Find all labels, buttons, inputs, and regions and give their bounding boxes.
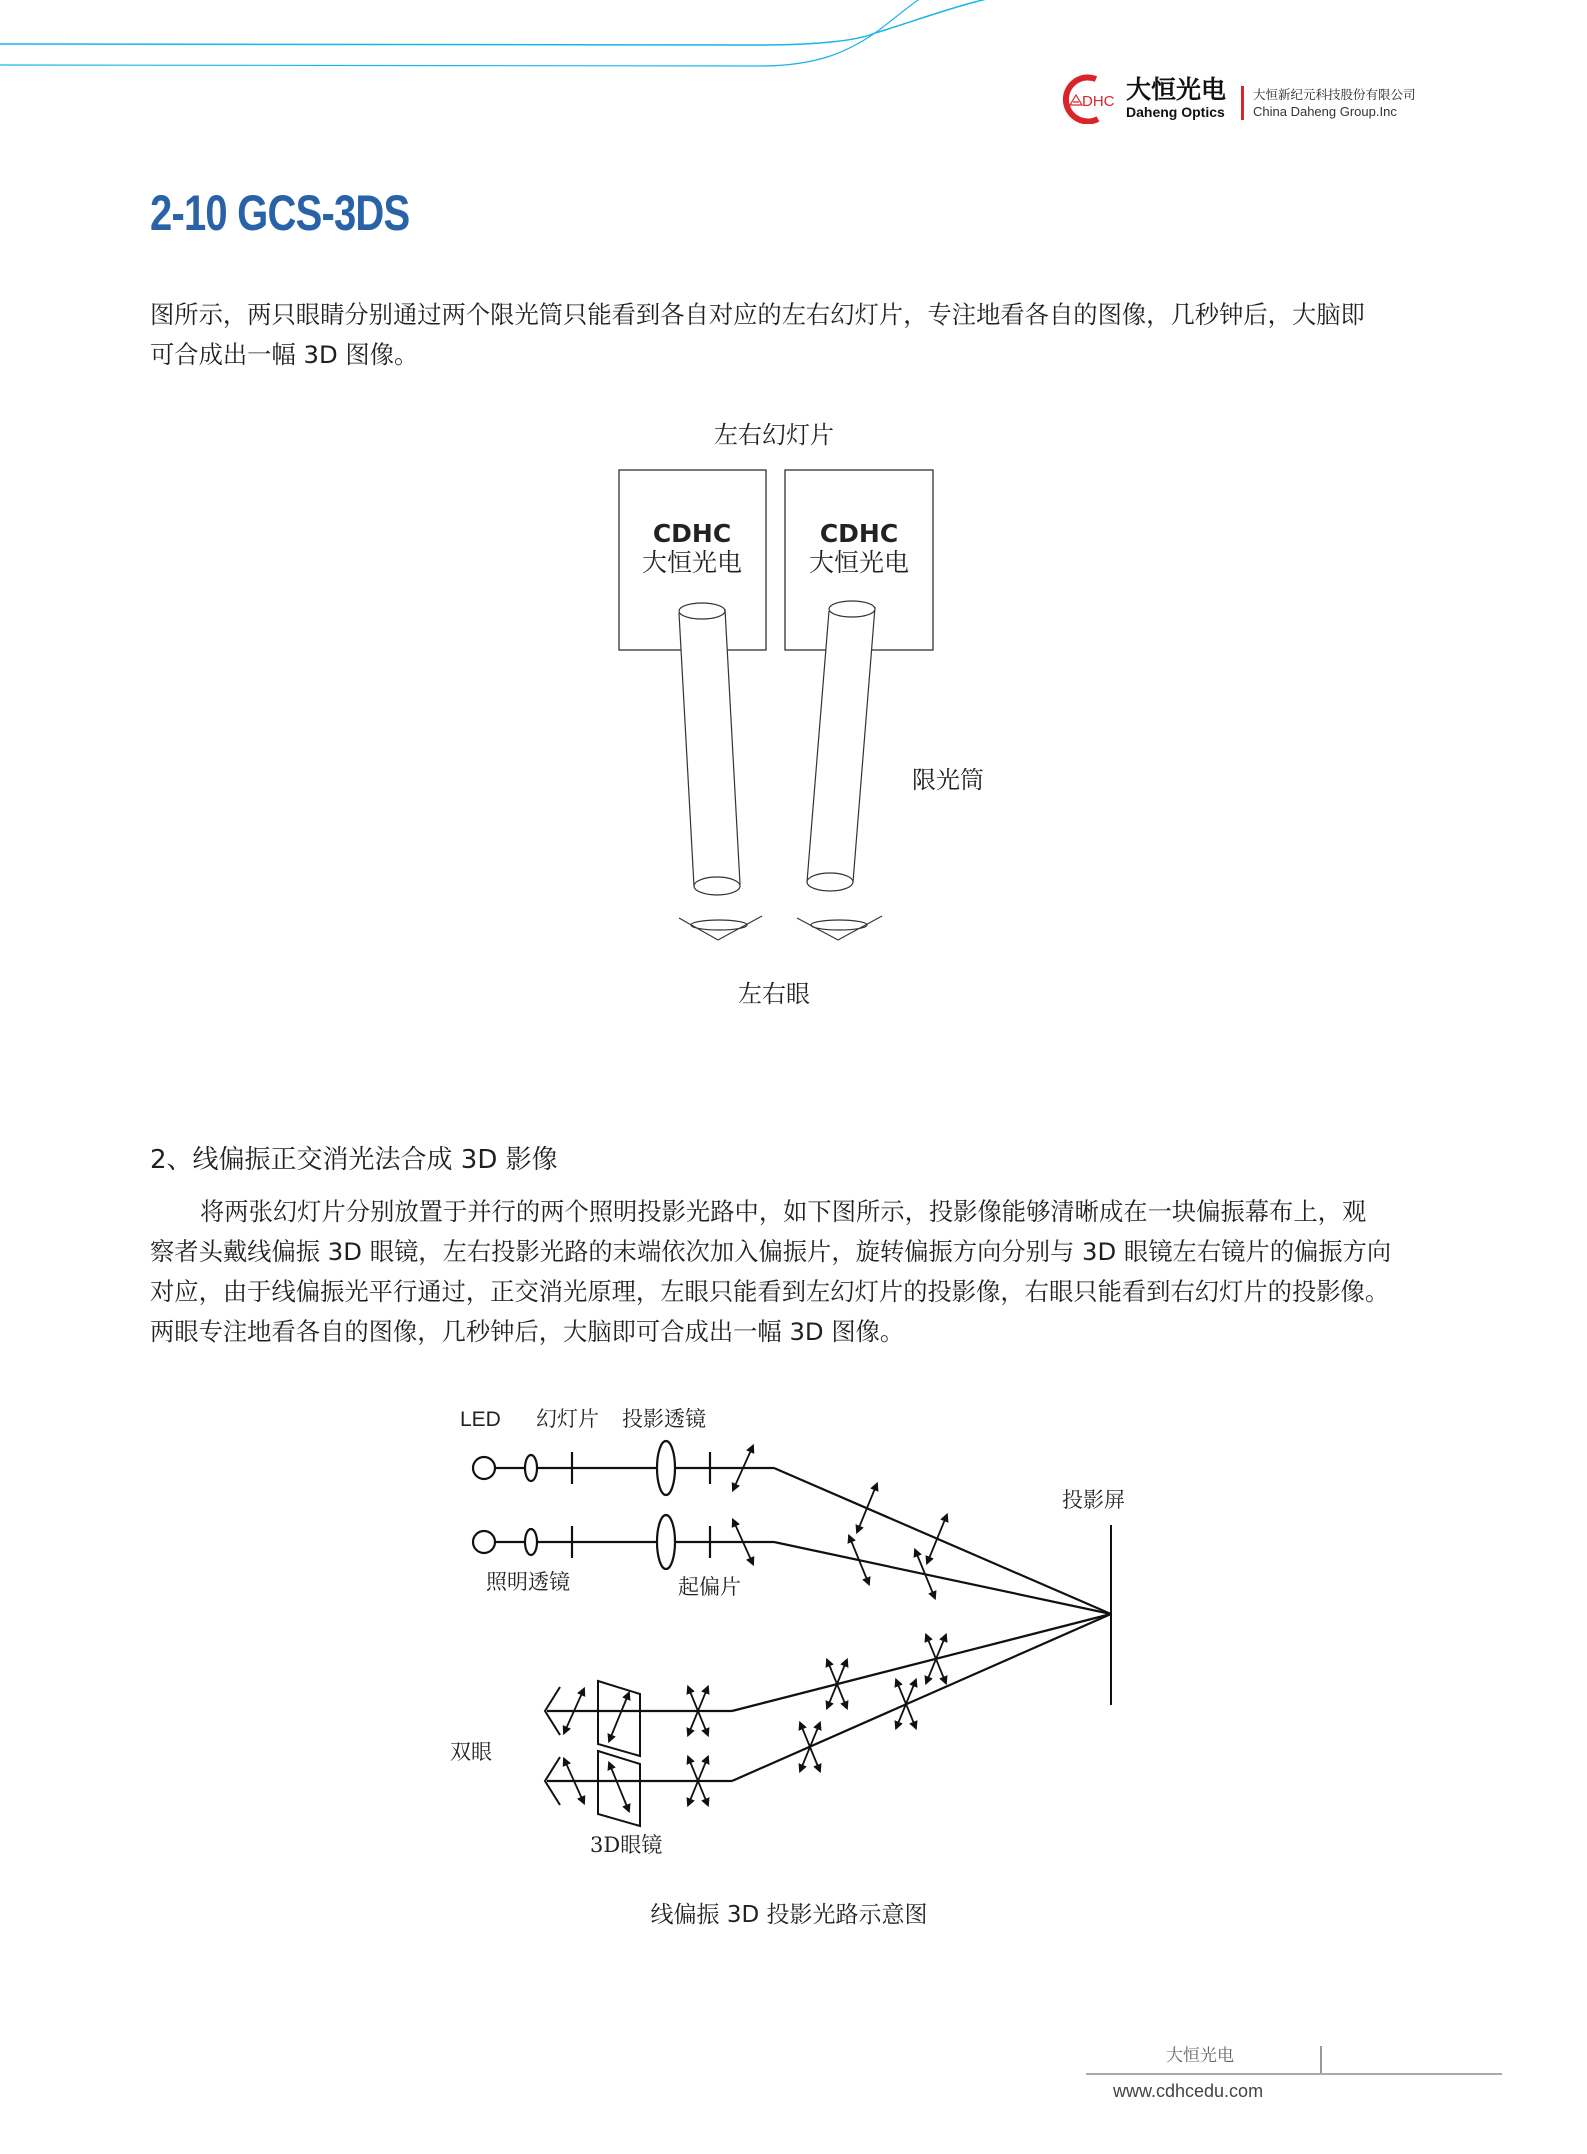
company-name-cn: 大恒新纪元科技股份有限公司 — [1253, 87, 1416, 102]
eyes-label: 双眼 — [450, 1740, 492, 1764]
glasses-polarization-arrow — [610, 1765, 628, 1809]
left-eye — [679, 916, 762, 940]
polarization-arrow — [858, 1486, 876, 1530]
left-slide-text-cn: 大恒光电 — [641, 548, 743, 577]
projection-lens — [657, 1441, 675, 1495]
glasses-label: 3D眼镜 — [590, 1833, 663, 1857]
right-slide-text-cn: 大恒光电 — [808, 548, 910, 577]
left-slide-text-en: CDHC — [652, 519, 732, 548]
paragraph-line: 图所示，两只眼睛分别通过两个限光筒只能看到各自对应的左右幻灯片，专注地看各自的图像，几秒钟后，大脑即 — [150, 300, 1365, 329]
logo-cn: 大恒光电 — [1126, 75, 1227, 104]
tube-label: 限光筒 — [912, 766, 984, 794]
illumination-lens — [525, 1529, 537, 1555]
figure-polarized-projection — [0, 1380, 1587, 1940]
figure-limiting-tubes — [0, 0, 1587, 1050]
page-title: 2-10 GCS-3DS — [150, 185, 410, 241]
screen-label: 投影屏 — [1062, 1488, 1125, 1512]
paragraph-line: 对应，由于线偏振光平行通过，正交消光原理，左眼只能看到左幻灯片的投影像，右眼只能看到右幻灯片的投影像。 — [150, 1277, 1390, 1306]
footer-brand: 大恒光电 — [1166, 2046, 1234, 2066]
slides-label: 左右幻灯片 — [714, 421, 834, 449]
slide-label: 幻灯片 — [536, 1407, 599, 1431]
company-name-en: China Daheng Group.Inc — [1253, 104, 1397, 119]
illumination-lens — [525, 1455, 537, 1481]
logo-en: Daheng Optics — [1126, 104, 1225, 120]
footer-rule — [1086, 2073, 1502, 2075]
paragraph-line: 将两张幻灯片分别放置于并行的两个照明投影光路中，如下图所示，投影像能够清晰成在一块偏振幕布上，观 — [200, 1197, 1367, 1226]
paragraph-line: 可合成出一幅 3D 图像。 — [150, 340, 419, 369]
projection-lens — [657, 1515, 675, 1569]
polarization-arrow — [928, 1517, 946, 1561]
projection-ray — [774, 1542, 1111, 1614]
right-tube — [807, 601, 875, 891]
footer-url[interactable]: www.cdhcedu.com — [1113, 2081, 1264, 2101]
paragraph-line: 两眼专注地看各自的图像，几秒钟后，大脑即可合成出一幅 3D 图像。 — [150, 1317, 905, 1346]
logo-mark-text: DHC — [1082, 93, 1115, 110]
right-slide-text-en: CDHC — [819, 519, 899, 548]
polarizer-label: 起偏片 — [678, 1575, 741, 1599]
section-heading: 2、线偏振正交消光法合成 3D 影像 — [150, 1145, 558, 1175]
projection-lens-label: 投影透镜 — [622, 1407, 706, 1431]
section-paragraph — [150, 1192, 1440, 1352]
eyes-label: 左右眼 — [738, 980, 810, 1008]
paragraph-line: 察者头戴线偏振 3D 眼镜，左右投影光路的末端依次加入偏振片，旋转偏振方向分别与 3D 眼镜左右镜片的偏振方向 — [150, 1237, 1392, 1266]
led-label: LED — [460, 1408, 501, 1431]
illumination-lens-label: 照明透镜 — [486, 1570, 570, 1594]
glasses-polarization-arrow — [610, 1695, 628, 1739]
polarization-arrow — [850, 1538, 868, 1582]
left-tube — [679, 603, 740, 895]
projection-ray — [774, 1468, 1111, 1614]
right-eye — [797, 916, 882, 940]
figure-caption: 线偏振 3D 投影光路示意图 — [650, 1902, 928, 1928]
footer-divider — [1320, 2046, 1322, 2074]
led-source — [473, 1457, 495, 1479]
led-source — [473, 1531, 495, 1553]
